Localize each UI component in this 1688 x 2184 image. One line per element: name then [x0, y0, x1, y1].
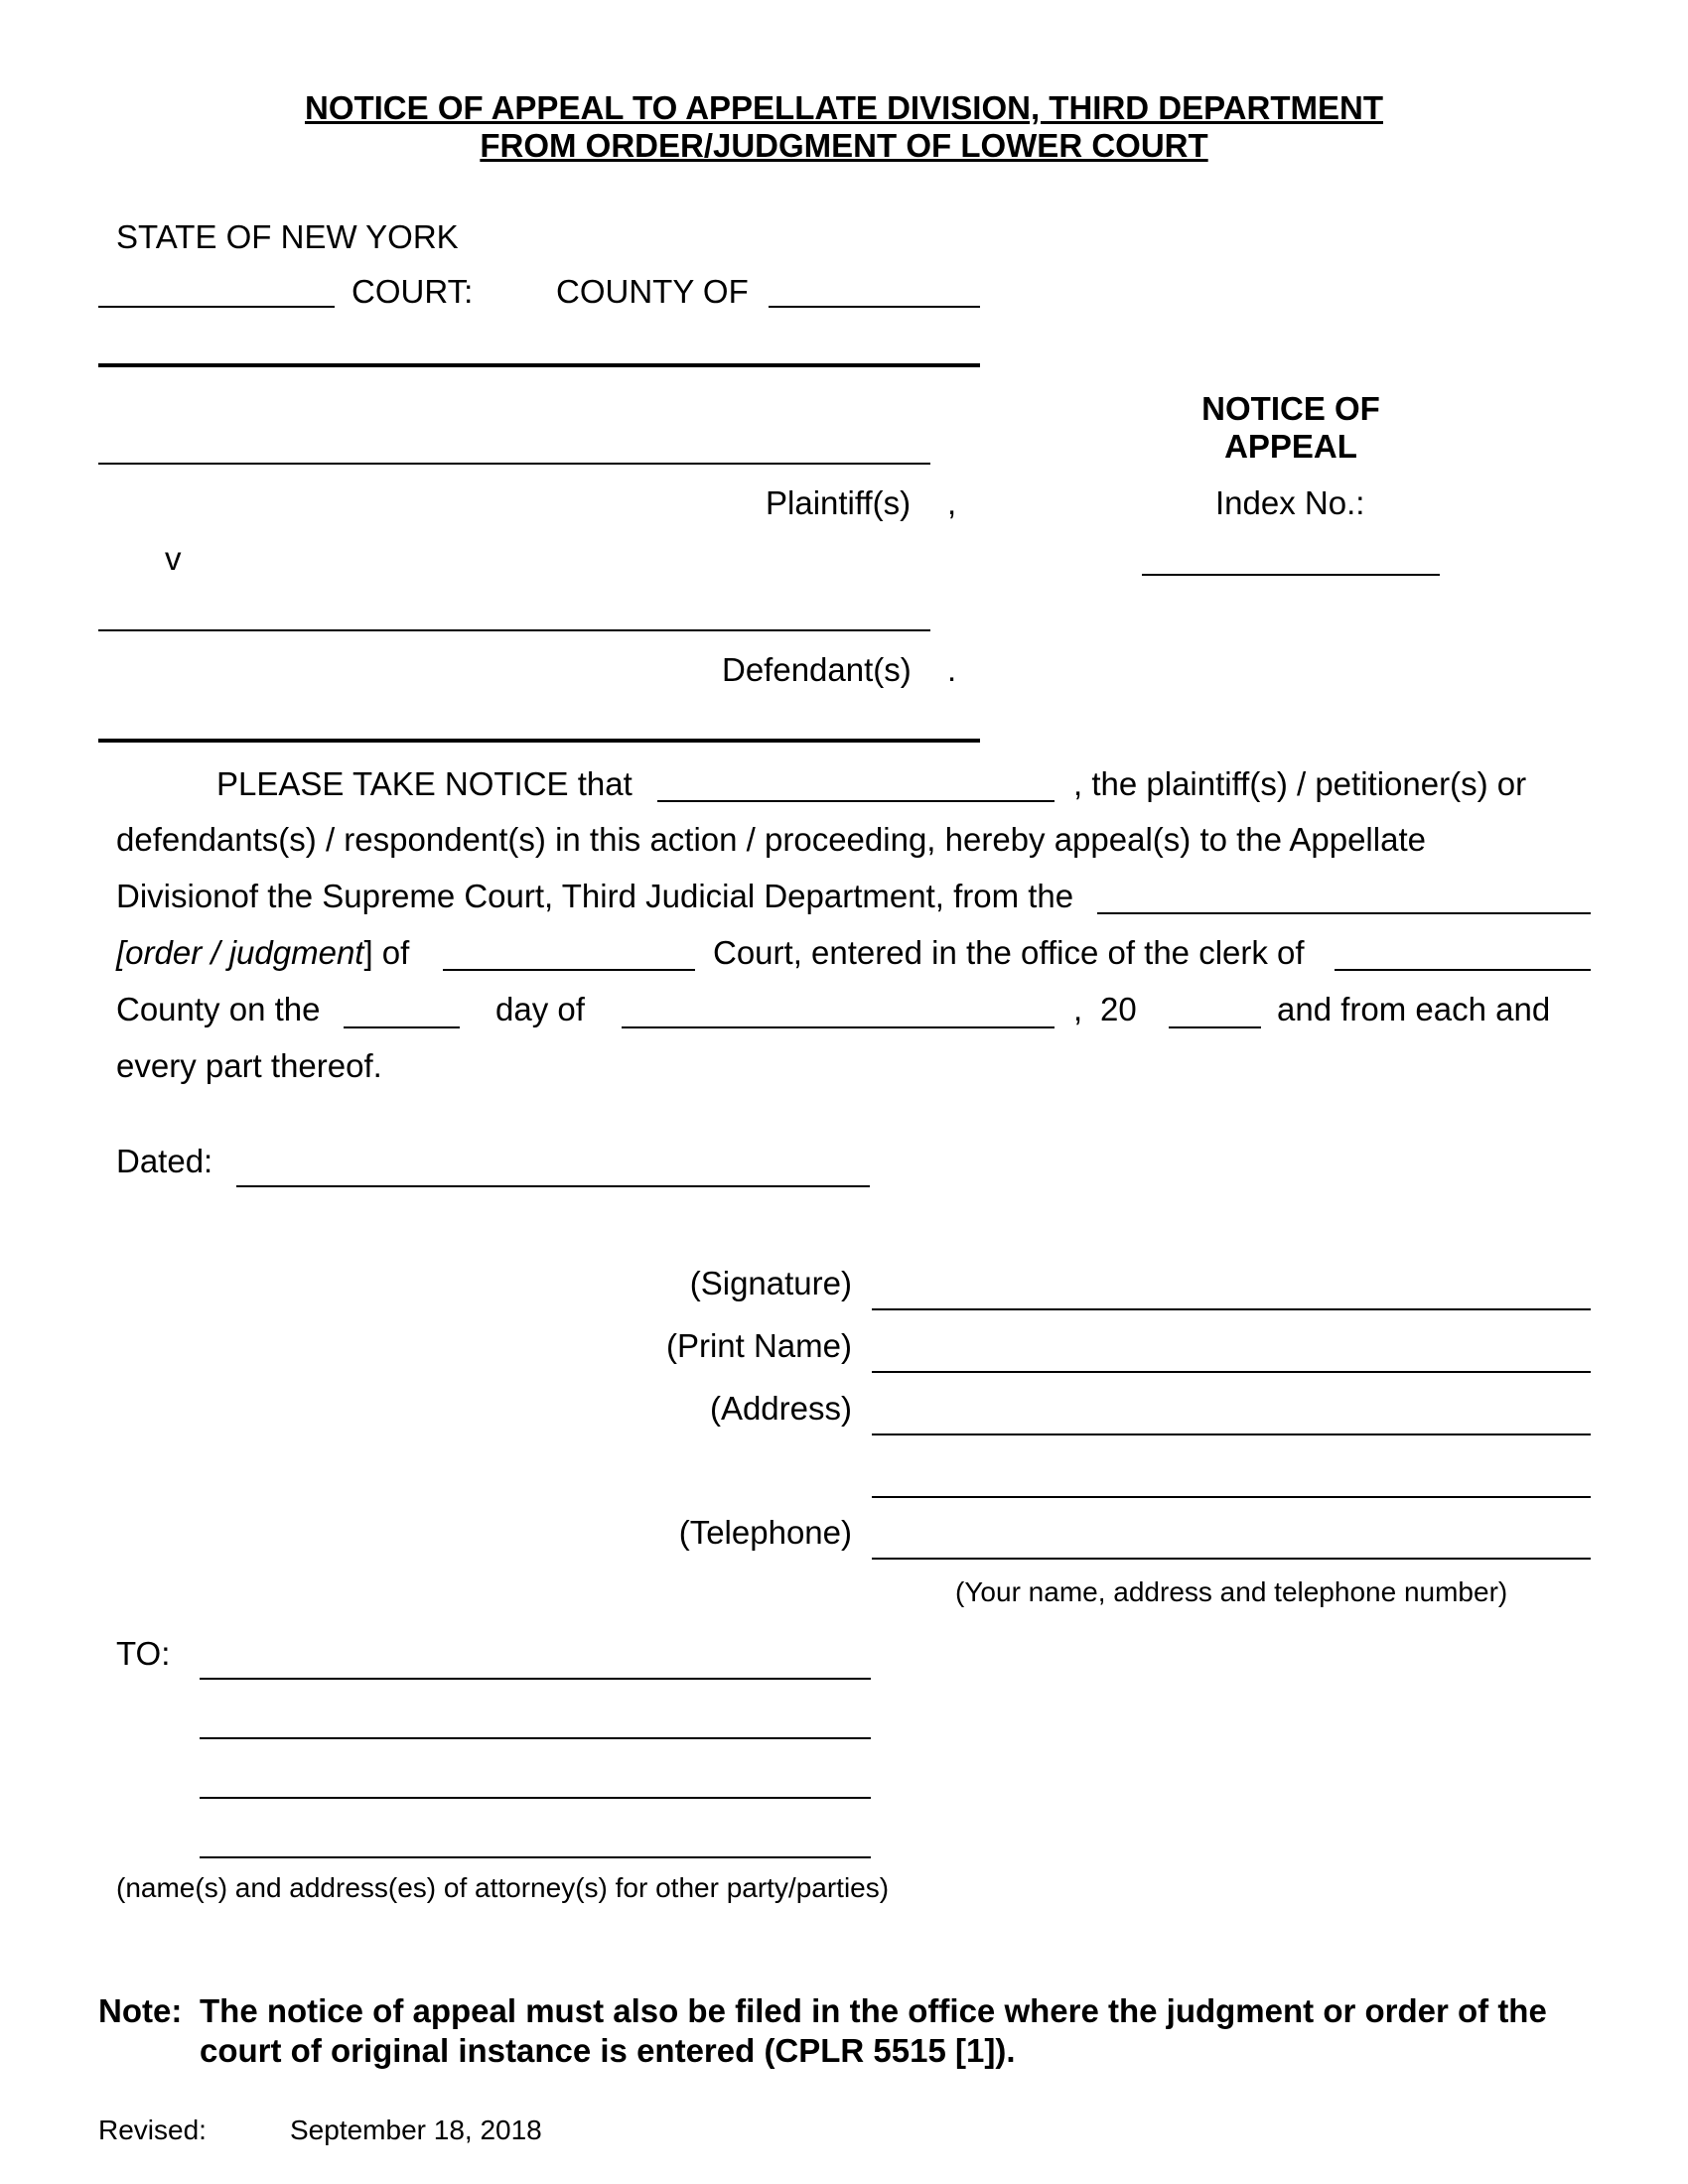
- defendant-name-field[interactable]: [98, 590, 930, 631]
- signature-label: (Signature): [689, 1265, 852, 1301]
- caption-top-rule: [98, 363, 980, 367]
- to-field-line1[interactable]: [200, 1638, 871, 1680]
- defendant-label: Defendant(s): [722, 651, 912, 688]
- signature-field[interactable]: [872, 1269, 1591, 1310]
- plaintiff-name-field[interactable]: [98, 423, 930, 465]
- appeal-statement-text: defendants(s) / respondent(s) in this action / proceeding, hereby appeal(s) to the Appellate: [116, 821, 1426, 858]
- year-prefix: 20: [1100, 991, 1137, 1027]
- each-part-text: and from each and: [1277, 991, 1551, 1027]
- note-line1: The notice of appeal must also be filed in the office where the judgment or order of the: [200, 1992, 1547, 2029]
- entry-month-field[interactable]: [622, 987, 1055, 1028]
- court-name-field[interactable]: [98, 266, 335, 308]
- to-field-line4[interactable]: [200, 1817, 871, 1858]
- print-name-field[interactable]: [872, 1331, 1591, 1373]
- form-title-line2: FROM ORDER/JUDGMENT OF LOWER COURT: [480, 127, 1208, 164]
- to-label: TO:: [116, 1635, 171, 1672]
- order-judgment-text: [116, 936, 409, 969]
- revised-date: September 18, 2018: [290, 2115, 542, 2145]
- signature-caption: (Your name, address and telephone number): [955, 1576, 1508, 1607]
- entered-text: Court, entered in the office of the clerk of: [713, 934, 1305, 971]
- note-label: Note:: [98, 1992, 183, 2029]
- note-line2: court of original instance is entered (CPLR 5515 [1]).: [200, 2032, 1016, 2069]
- appealed-from-field[interactable]: [1097, 873, 1591, 914]
- entry-day-field[interactable]: [344, 987, 460, 1028]
- day-of-text: day of: [495, 991, 585, 1027]
- to-field-line3[interactable]: [200, 1757, 871, 1799]
- print-name-label: (Print Name): [665, 1327, 852, 1364]
- address-field-line2[interactable]: [872, 1456, 1591, 1498]
- versus-label: v: [165, 540, 182, 577]
- party-role-text: , the plaintiff(s) / petitioner(s) or: [1073, 765, 1527, 802]
- address-label: (Address): [709, 1390, 852, 1427]
- to-caption: (name(s) and address(es) of attorney(s) for other party/parties): [116, 1872, 890, 1903]
- index-no-field[interactable]: [1142, 534, 1440, 576]
- county-label: COUNTY OF: [556, 273, 749, 310]
- clerk-county-field[interactable]: [1335, 929, 1591, 971]
- telephone-field[interactable]: [872, 1518, 1591, 1560]
- year-comma: ,: [1073, 991, 1083, 1027]
- plaintiff-label: Plaintiff(s): [766, 484, 912, 521]
- every-part-text: every part thereof.: [116, 1047, 382, 1084]
- revised-label: Revised:: [98, 2115, 207, 2145]
- dated-label: Dated:: [116, 1143, 213, 1179]
- county-name-field[interactable]: [769, 266, 980, 308]
- plaintiff-comma: ,: [947, 484, 957, 521]
- telephone-label: (Telephone): [678, 1514, 852, 1551]
- notice-heading-line1: NOTICE OF: [1201, 390, 1380, 427]
- order-judgment-italic: [order / judgment: [116, 934, 364, 971]
- index-no-label: Index No.:: [1215, 484, 1365, 521]
- entry-year-field[interactable]: [1169, 987, 1261, 1028]
- appellant-name-field[interactable]: [657, 760, 1055, 802]
- state-label: STATE OF NEW YORK: [116, 218, 459, 255]
- lower-court-field[interactable]: [443, 929, 695, 971]
- caption-bottom-rule: [98, 739, 980, 743]
- defendant-period: .: [947, 651, 957, 688]
- to-field-line2[interactable]: [200, 1698, 871, 1739]
- notice-intro-text: PLEASE TAKE NOTICE that: [216, 765, 633, 802]
- dated-field[interactable]: [236, 1146, 870, 1187]
- order-judgment-suffix: ] of: [363, 934, 410, 971]
- address-field-line1[interactable]: [872, 1394, 1591, 1435]
- court-label: COURT:: [352, 273, 474, 310]
- form-title-line1: NOTICE OF APPEAL TO APPELLATE DIVISION, THIRD DEPARTMENT: [304, 89, 1383, 126]
- division-text: Divisionof the Supreme Court, Third Judicial Department, from the: [116, 878, 1074, 914]
- notice-heading-line2: APPEAL: [1224, 428, 1357, 465]
- county-on-text: County on the: [116, 991, 321, 1027]
